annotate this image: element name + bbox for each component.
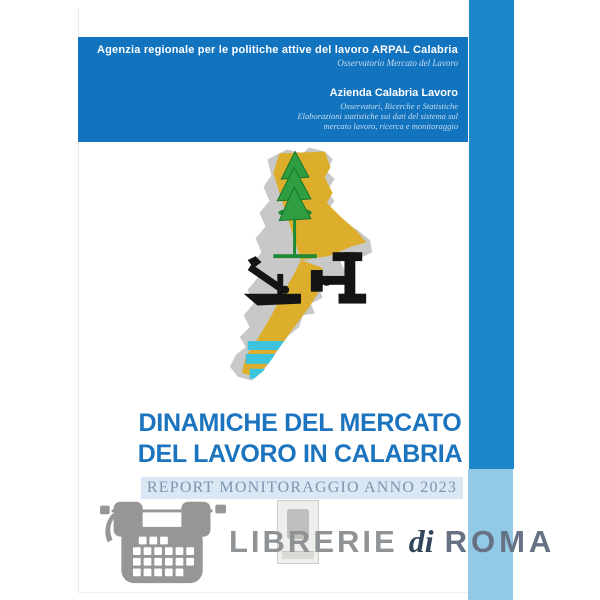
org-subline: mercato lavoro, ricerca e monitoraggio [323,121,458,131]
report-title-line2: DEL LAVORO IN CALABRIA [137,440,463,468]
org-subline: Elaborazioni statistiche sui dati del sistema sul [297,111,458,121]
agency-name: Agenzia regionale per le politiche attive del lavoro ARPAL Calabria [96,44,458,56]
typewriter-icon [100,492,226,585]
org-subline: Osservatori, Ricerche e Statistiche [340,101,458,111]
side-bar-dark-blue [469,0,514,469]
report-title-line1: DINAMICHE DEL MERCATO [138,409,462,437]
watermark-word-di: di [408,523,434,559]
watermark-word-roma: ROMA [444,524,556,559]
map-water-stripes [246,341,309,379]
agency-subtitle: Osservatorio Mercato del Lavoro [337,58,458,68]
calabria-map-graphic [222,145,380,393]
org-name: Azienda Calabria Lavoro [329,87,458,99]
cover-header-band [78,37,468,142]
report-subtitle: REPORT MONITORAGGIO ANNO 2023 [146,479,458,496]
bookstore-watermark [229,524,555,559]
watermark-word-librerie: LIBRERIE [229,524,398,559]
